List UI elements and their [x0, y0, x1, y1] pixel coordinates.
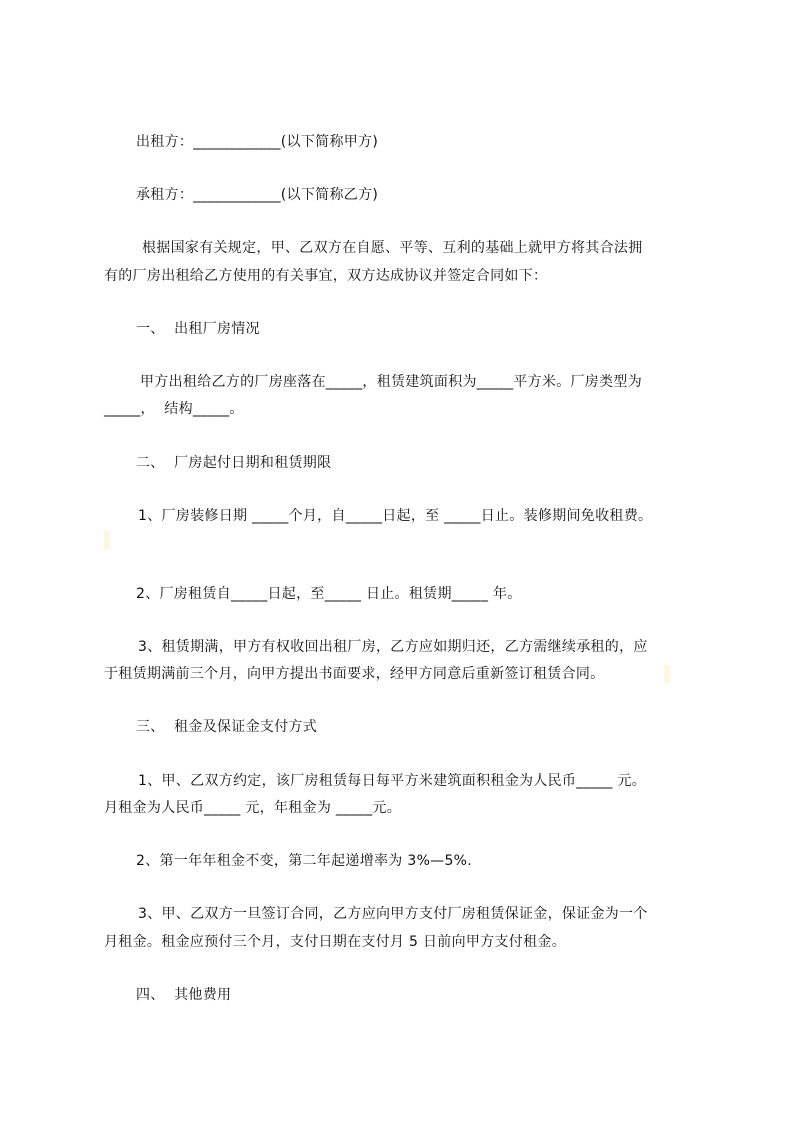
section-3-clause-1-line-1: 1、甲、乙双方约定，该厂房租赁每日每平方米建筑面积租金为人民币_____ 元。	[138, 773, 647, 789]
section-2-clause-2: 2、厂房租赁自_____日起，至_____ 日止。租赁期_____ 年。	[136, 586, 522, 602]
section-2-heading: 二、 厂房起付日期和租赁期限	[136, 455, 332, 471]
intro-line-2: 有的厂房出租给乙方使用的有关事宜，双方达成协议并签定合同如下：	[104, 268, 548, 284]
section-3-clause-3-line-1: 3、甲、乙双方一旦签订合同，乙方应向甲方支付厂房租赁保证金，保证金为一个	[138, 906, 648, 922]
section-4-heading: 四、 其他费用	[136, 987, 232, 1003]
section-1-para-line-1: 甲方出租给乙方的厂房座落在_____，租赁建筑面积为_____平方米。厂房类型为	[140, 374, 642, 390]
highlight-mark	[104, 531, 110, 549]
section-3-clause-3-line-2: 月租金。租金应预付三个月，支付日期在支付月 5 日前向甲方支付租金。	[104, 934, 567, 950]
section-3-clause-1-line-2: 月租金为人民币_____ 元，年租金为 _____元。	[104, 800, 401, 816]
section-3-clause-2: 2、第一年年租金不变，第二年起递增率为 3%—5%.	[136, 853, 473, 869]
highlight-mark	[664, 665, 670, 683]
section-1-para-line-2: _____， 结构_____。	[104, 401, 244, 417]
section-3-heading: 三、 租金及保证金支付方式	[136, 719, 318, 735]
intro-line-1: 根据国家有关规定，甲、乙双方在自愿、平等、互利的基础上就甲方将其合法拥	[142, 240, 643, 256]
section-2-clause-3-line-1: 3、租赁期满，甲方有权收回出租厂房，乙方应如期归还，乙方需继续承租的，应	[138, 639, 648, 655]
lessee-line: 承租方：____________(以下简称乙方)	[136, 187, 379, 203]
lessor-line: 出租方：____________(以下简称甲方)	[136, 134, 379, 150]
section-2-clause-1: 1、厂房装修日期 _____个月，自_____日起，至 _____日止。装修期间免收租费。	[138, 508, 653, 524]
section-1-heading: 一、 出租厂房情况	[136, 321, 260, 337]
section-2-clause-3-line-2: 于租赁期满前三个月，向甲方提出书面要求，经甲方同意后重新签订租赁合同。	[104, 666, 605, 682]
